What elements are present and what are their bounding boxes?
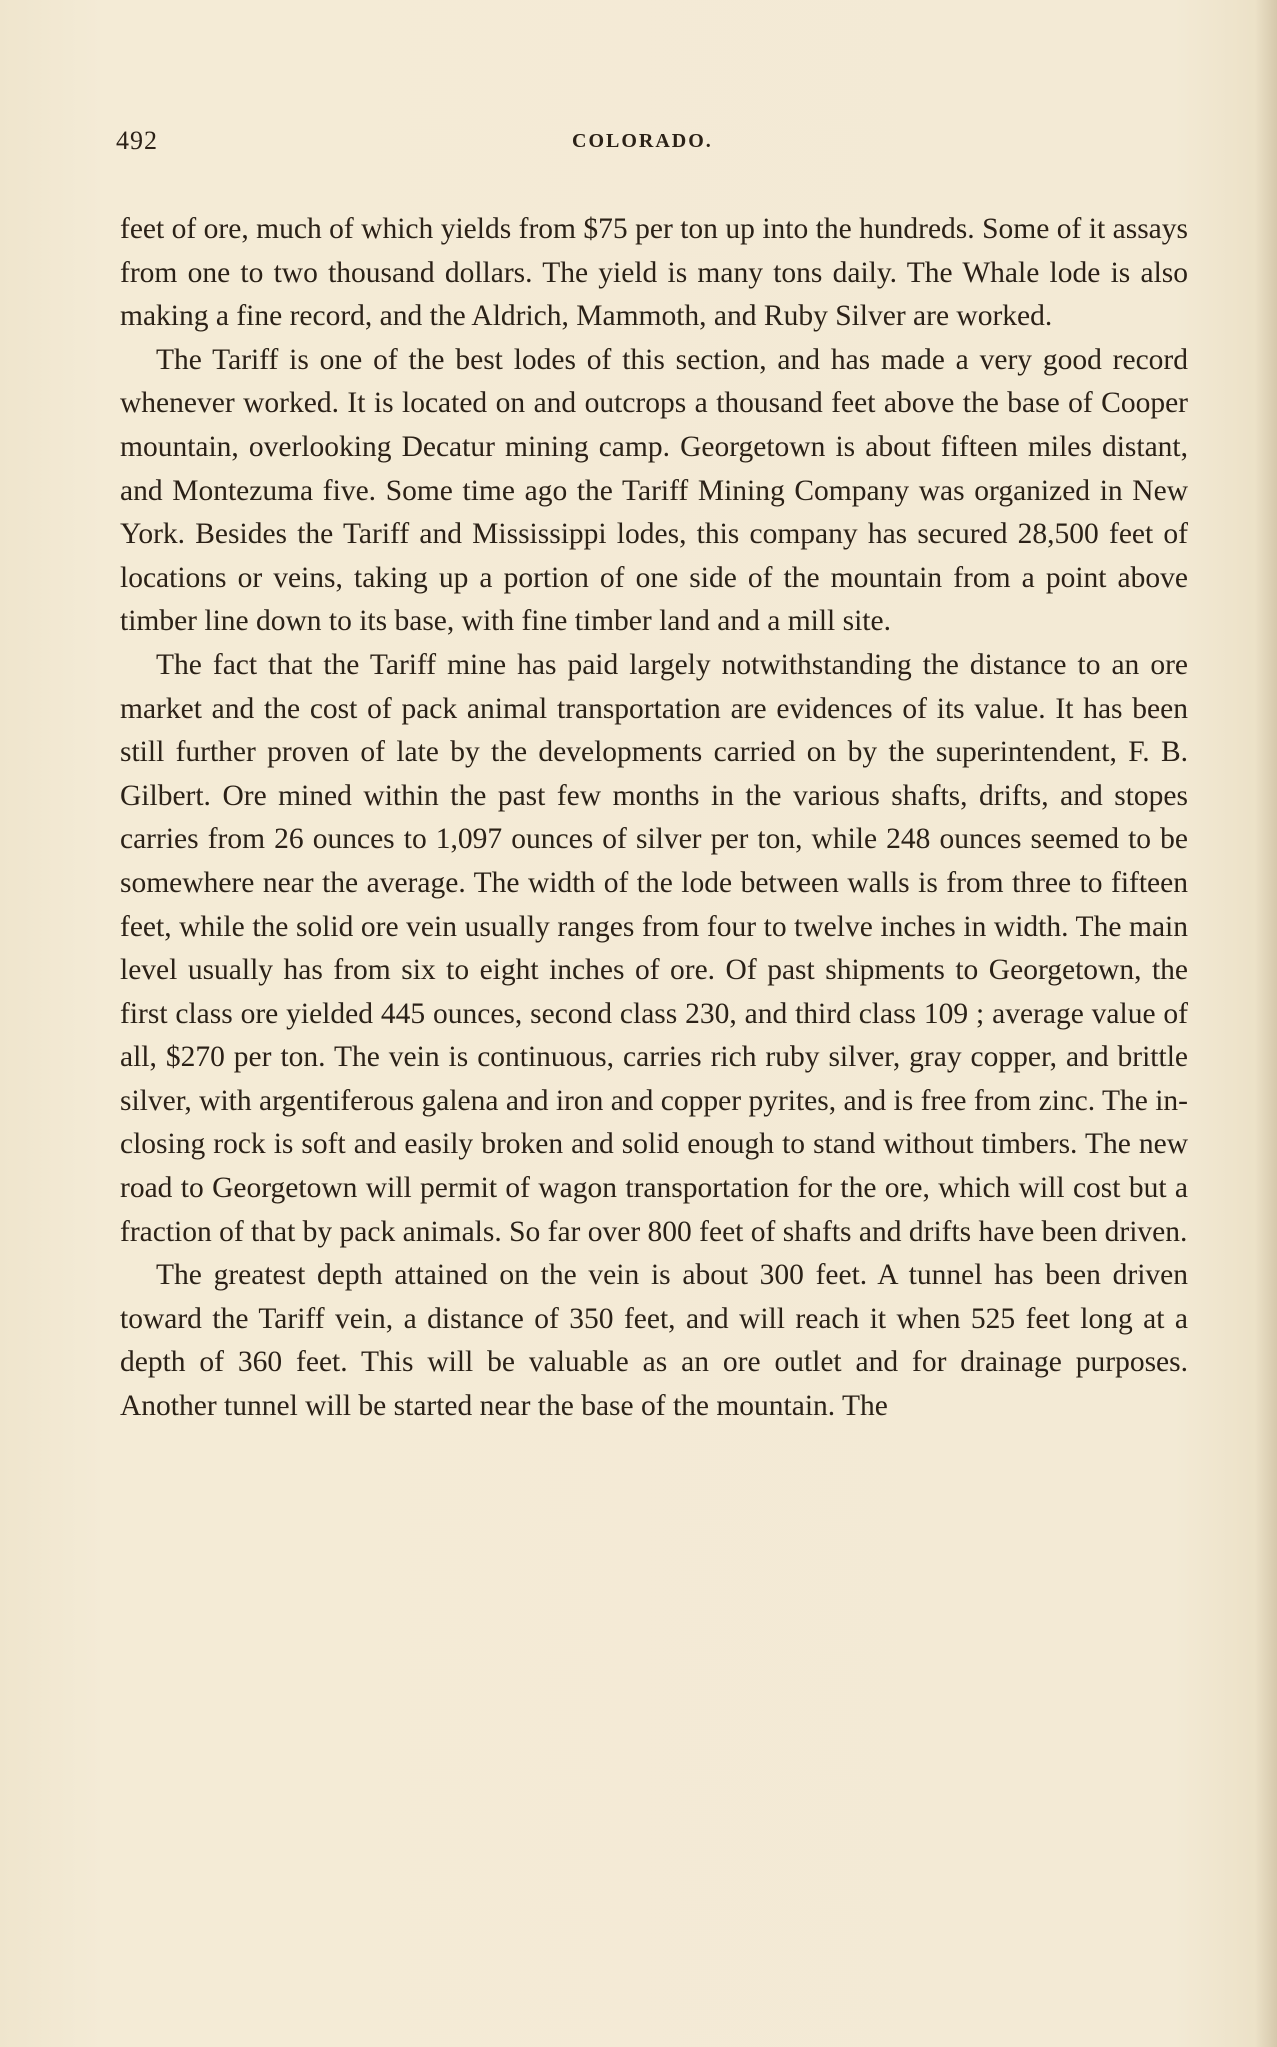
paragraph: The Tariff is one of the best lodes of this section, and has made a very good record whenever worked. It is located on and outcrops a thousand feet above the base of Cooper mountain, overlooking Decatur mining camp. Georgetown is about fifteen miles distant, and Montezuma five. Some time ago the Tariff Mining Company was organized in New York. Besides the Tariff and Mississippi lodes, this company has secured 28,500 feet of locations or veins, taking up a portion of one side of the mountain from a point above timber line down to its base, with fine timber land and a mill site. [120,343,1188,638]
page-header [116,126,1186,166]
paragraph: The greatest depth attained on the vein is about 300 feet. A tunnel has been driven toward the Tariff vein, a distance of 350 feet, and will reach it when 525 feet long at a depth of 360 feet. This will be valuable as an ore outlet and for drainage purposes. Another tunnel will be started near the base of the mountain. The [120,1259,1188,1423]
running-head: COLORADO. [572,130,713,152]
paragraph: feet of ore, much of which yields from $75 per ton up into the hundreds. Some of it assays from one to two thousand dollars. The yield is many tons daily. The Whale lode is also making a fine record, and the Aldrich, Mammoth, and Ruby Silver are worked. [120,213,1188,333]
page-edge-shadow [1255,0,1277,2047]
paragraph: The fact that the Tariff mine has paid largely notwithstanding the distance to an ore market and the cost of pack animal transportation are evidences of its value. It has been still further proven of late by the developments carried on by the superintendent, F. B. Gilbert. Ore mined within the past few months in the various shafts, drifts, and stopes carries from 26 ounces to 1,097 ounces of silver per ton, while 248 ounces seemed to be somewhere near the average. The width of the lode between walls is from three to fifteen feet, while the solid ore vein usually ranges from four to twelve inches in width. The main level usually has from six to eight inches of ore. Of past shipments to Georgetown, the first class ore yielded 445 ounces, second class 230, and third class 109 ; average value of all, $270 per ton. The vein is continuous, carries rich ruby silver, gray copper, and brittle silver, with argentiferous galena and iron and copper pyrites, and is free from zinc. The inclosing rock is soft and easily broken and solid enough to stand without timbers. The new road to Georgetown will permit of wagon transportation for the ore, which will cost but a fraction of that by pack animals. So far over 800 feet of shafts and drifts have been driven. [120,648,1188,1248]
page-number: 492 [116,126,158,155]
body-text [120,208,1188,1429]
